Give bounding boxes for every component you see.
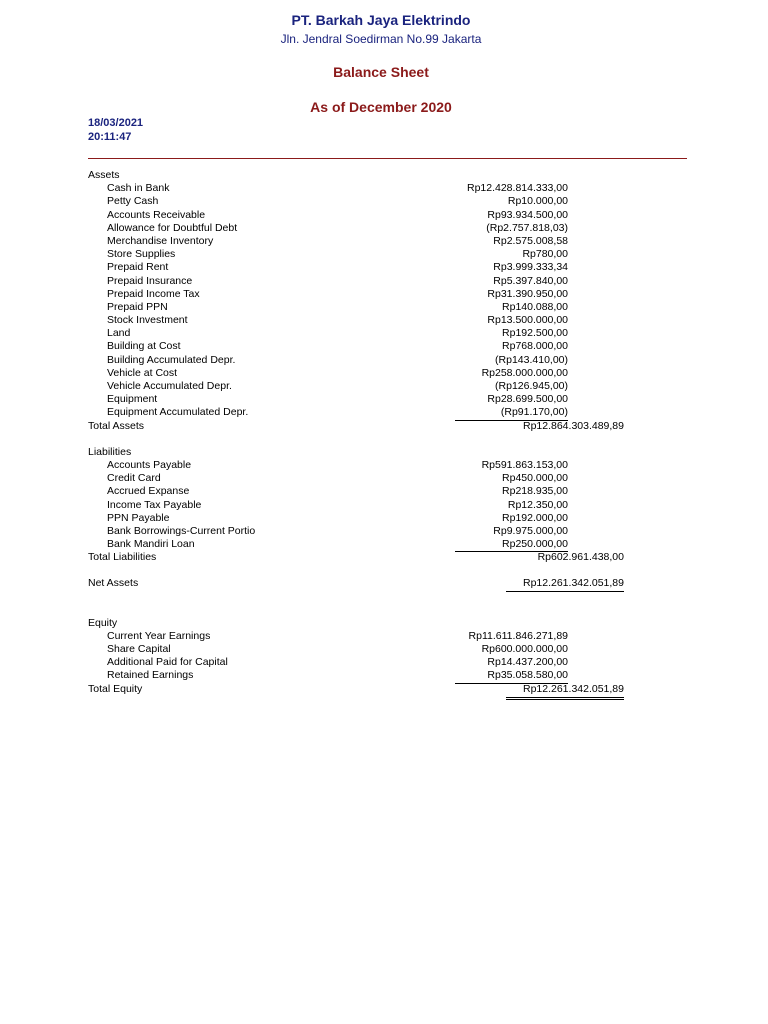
line-item-label: Equipment: [107, 393, 158, 406]
line-item-amount: Rp12.350,00: [507, 498, 568, 511]
line-item-amount: Rp11.611.846.271,89: [468, 629, 568, 642]
line-item-label: Current Year Earnings: [107, 629, 211, 642]
line-item-amount: Rp9.975.000,00: [493, 524, 568, 537]
line-item-amount: Rp10.000,00: [507, 195, 568, 208]
line-item-amount: Rp258.000.000,00: [481, 366, 568, 379]
line-item-row: [88, 209, 648, 222]
line-item-label: Building Accumulated Depr.: [107, 353, 236, 366]
line-item-amount: (Rp2.757.818,03): [486, 221, 568, 234]
line-item-row: [88, 459, 648, 472]
line-item-amount: Rp768.000,00: [502, 340, 568, 353]
total-equity-underline: [506, 697, 624, 698]
equity-heading: Equity: [88, 616, 118, 629]
line-item-row: [88, 327, 648, 340]
line-item-row: [88, 630, 648, 643]
total-liabilities-amount: Rp602.961.438,00: [537, 551, 624, 564]
line-item-label: PPN Payable: [107, 511, 170, 524]
line-item-label: Store Supplies: [107, 248, 176, 261]
line-item-label: Credit Card: [107, 472, 161, 485]
line-item-amount: Rp600.000.000,00: [481, 643, 568, 655]
line-item-amount: Rp13.500.000,00: [487, 314, 568, 327]
line-item-row: [88, 235, 648, 248]
line-item-label: Prepaid Rent: [107, 261, 169, 274]
line-item-label: Prepaid Insurance: [107, 274, 193, 287]
liabilities-list: [88, 459, 648, 551]
assets-heading: Assets: [88, 169, 120, 181]
line-item-label: Stock Investment: [107, 314, 188, 327]
line-item-row: [88, 656, 648, 669]
line-item-amount: Rp3.999.333,34: [493, 261, 568, 274]
line-item-label: Retained Earnings: [107, 669, 194, 682]
line-item-row: [88, 393, 648, 406]
net-assets-amount: Rp12.261.342.051,89: [522, 577, 624, 590]
line-item-row: [88, 261, 648, 274]
line-item-amount: (Rp126.945,00): [495, 380, 568, 392]
line-item-amount: Rp591.863.153,00: [481, 458, 568, 471]
total-liabilities-label: Total Liabilities: [88, 551, 157, 564]
net-assets-row: [88, 577, 648, 590]
total-equity-label: Total Equity: [88, 682, 143, 695]
line-item-amount: Rp192.000,00: [502, 511, 568, 524]
line-item-row: [88, 248, 648, 261]
line-item-row: [88, 354, 648, 367]
line-item-row: [88, 472, 648, 485]
line-item-amount: (Rp91.170,00): [500, 406, 568, 419]
line-item-label: Accrued Expanse: [107, 485, 190, 498]
header-divider: [88, 158, 687, 159]
total-liabilities-row: [88, 551, 648, 564]
line-item-row: [88, 288, 648, 301]
company-name: PT. Barkah Jaya Elektrindo: [291, 12, 471, 28]
assets-section: [88, 169, 648, 433]
line-item-row: [88, 380, 648, 393]
total-equity-double-underline: [506, 699, 624, 700]
liabilities-section: [88, 446, 648, 565]
equity-list: [88, 630, 648, 683]
line-item-row: [88, 538, 648, 551]
line-item-amount: (Rp143.410,00): [495, 353, 568, 366]
line-item-label: Merchandise Inventory: [107, 234, 214, 247]
company-address: Jln. Jendral Soedirman No.99 Jakarta: [280, 32, 482, 46]
line-item-label: Prepaid Income Tax: [107, 287, 200, 300]
line-item-label: Accounts Payable: [107, 458, 192, 471]
balance-sheet-body: [88, 169, 648, 696]
line-item-label: Accounts Receivable: [107, 208, 206, 221]
total-assets-row: [88, 420, 648, 433]
line-item-label: Land: [107, 327, 131, 340]
line-item-amount: Rp5.397.840,00: [493, 274, 568, 287]
line-item-row: [88, 314, 648, 327]
report-period: As of December 2020: [310, 99, 452, 115]
line-item-row: [88, 275, 648, 288]
net-assets-underline: [506, 591, 624, 592]
line-item-row: [88, 643, 648, 656]
line-item-label: Allowance for Doubtful Debt: [107, 221, 238, 234]
line-item-row: [88, 499, 648, 512]
equity-section: [88, 617, 648, 696]
line-item-label: Additional Paid for Capital: [107, 656, 228, 669]
liabilities-heading: Liabilities: [88, 445, 132, 458]
line-item-amount: Rp450.000,00: [502, 472, 568, 485]
line-item-label: Cash in Bank: [107, 182, 170, 195]
line-item-amount: Rp192.500,00: [502, 327, 568, 340]
line-item-amount: Rp780,00: [522, 248, 568, 261]
line-item-label: Bank Borrowings-Current Portio: [107, 524, 256, 537]
print-time: 20:11:47: [88, 131, 132, 143]
total-equity-row: [88, 683, 648, 696]
line-item-row: [88, 222, 648, 235]
line-item-row: [88, 525, 648, 538]
total-assets-amount: Rp12.864.303.489,89: [522, 419, 624, 432]
line-item-label: Income Tax Payable: [107, 498, 202, 511]
assets-list: [88, 182, 648, 419]
line-item-amount: Rp28.699.500,00: [487, 393, 568, 406]
total-equity-amount: Rp12.261.342.051,89: [522, 682, 624, 695]
line-item-label: Bank Mandiri Loan: [107, 538, 195, 551]
line-item-amount: Rp2.575.008,58: [493, 234, 568, 247]
line-item-amount: Rp218.935,00: [502, 485, 568, 498]
line-item-amount: Rp140.088,00: [502, 300, 568, 313]
line-item-row: [88, 485, 648, 498]
print-date: 18/03/2021: [88, 117, 144, 129]
line-item-row: [88, 301, 648, 314]
net-assets-label: Net Assets: [88, 577, 139, 590]
line-item-row: [88, 406, 648, 419]
line-item-row: [88, 340, 648, 353]
line-item-amount: Rp12.428.814.333,00: [466, 182, 568, 195]
report-title: Balance Sheet: [333, 64, 429, 80]
line-item-row: [88, 182, 648, 195]
line-item-label: Share Capital: [107, 643, 171, 655]
line-item-row: [88, 367, 648, 380]
line-item-amount: Rp93.934.500,00: [487, 208, 568, 221]
line-item-amount: Rp31.390.950,00: [487, 287, 568, 300]
line-item-row: [88, 512, 648, 525]
line-item-row: [88, 195, 648, 208]
line-item-label: Prepaid PPN: [107, 300, 168, 313]
line-item-amount: Rp14.437.200,00: [487, 656, 568, 669]
line-item-row: [88, 669, 648, 682]
line-item-amount: Rp250.000,00: [502, 538, 568, 551]
line-item-label: Vehicle Accumulated Depr.: [107, 380, 232, 392]
line-item-label: Petty Cash: [107, 195, 159, 208]
line-item-label: Building at Cost: [107, 340, 181, 353]
total-assets-label: Total Assets: [88, 419, 145, 432]
line-item-amount: Rp35.058.580,00: [487, 669, 568, 682]
line-item-label: Equipment Accumulated Depr.: [107, 406, 249, 419]
line-item-label: Vehicle at Cost: [107, 366, 178, 379]
